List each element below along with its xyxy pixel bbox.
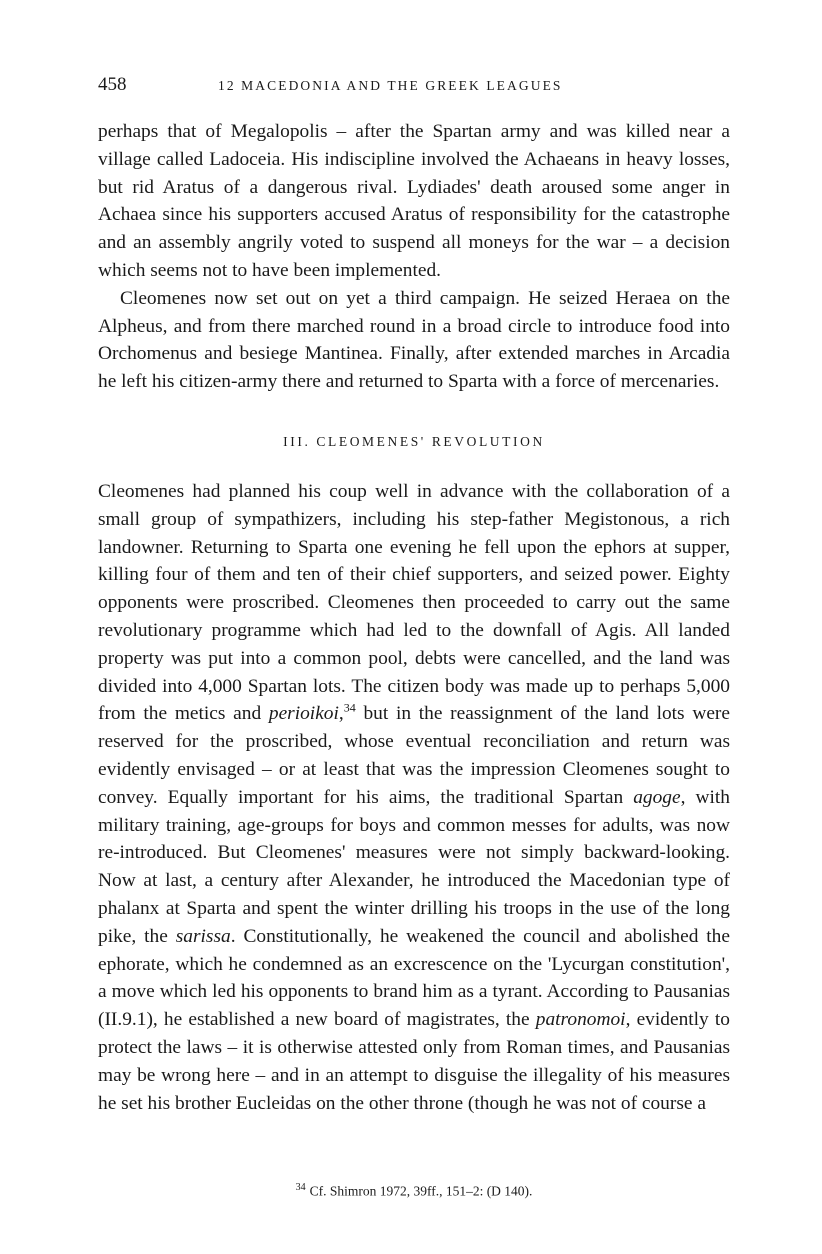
paragraph-3-part-5: , evidently to protect the laws – it is otherwise attested only from Roman times, and Pausanias may be wrong here – and in an attempt to disguise the illegality of his measures he set his brother Eucleidas on the other throne (though he was not of course a (98, 1009, 730, 1114)
paragraph-3: Cleomenes had planned his coup well in advance with the collaboration of a small group of sympathizers, including his step-father Megistonous, a rich landowner. Returning to Sparta one evening he fell upon the ephors at supper, killing four of them and ten of their chief supporters, and seized power. Eighty opponents were proscribed. Cleomenes then proceeded to carry out the same revolutionary programme which had led to the downfall of Agis. All landed property was put into a common pool, debts were cancelled, and the land was divided into 4,000 Spartan lots. The citizen body was made up to perhaps 5,000 from the metics and perioikoi,$^{34}$ but in the reassignment of the land lots were reserved for the proscribed, whose eventual reconciliation and return was evidently envisaged – or at least that was the impression Cleomenes sought to convey. Equally important for his aims, the traditional Spartan agoge, with military training, age-groups for boys and common messes for adults, was now re-introduced. But Cleomenes' measures were not simply backward-looking. Now at last, a century after Alexander, he introduced the Macedonian type of phalanx at Sparta and spent the winter drilling his troops in the use of the long pike, the sarissa. Constitutionally, he weakened the council and abolished the ephorate, which he condemned as an excrescence on the 'Lycurgan constitution', a move which led his opponents to brand him as a tyrant. According to Pausanias (II.9.1), he established a new board of magistrates, the patronomoi, evidently to protect the laws – it is otherwise attested only from Roman times, and Pausanias may be wrong here – and in an attempt to disguise the illegality of his measures he set his brother Eucleidas on the other throne (though he was not of course a (98, 480, 730, 1114)
paragraph-1: perhaps that of Megalopolis – after the Spartan army and was killed near a village called Ladoceia. His indiscipline involved the Achaeans in heavy losses, but rid Aratus of a dangerous rival. Lydiades' death aroused some anger in Achaea since his supporters accused Aratus of responsibility for the catastrophe and an assembly angrily voted to suspend all moneys for the war – a decision which seems not to have been implemented. (98, 121, 730, 281)
running-title: 12 MACEDONIA AND THE GREEK LEAGUES (218, 78, 563, 93)
paragraph-3-part-3: , with military training, age-groups for boys and common messes for adults, was now re-introduced. But Cleomenes' measures were not simply backward-looking. Now at last, a century after Alexander, he introduced the Macedonian type of phalanx at Sparta and spent the winter drilling his troops in the use of the long pike, the (98, 786, 730, 947)
footnote-text: Cf. Shimron 1972, 39ff., 151–2: (D 140). (309, 1183, 533, 1199)
footnote-reference: 34 (343, 700, 356, 715)
footnote (98, 1182, 730, 1200)
term-patronomoi: patronomoi (535, 1009, 626, 1031)
footnote-marker: 34 (295, 1182, 306, 1193)
running-head (98, 74, 730, 104)
page-number: 458 (98, 74, 127, 95)
paragraph-3-part-4: . Constitutionally, he weakened the council and abolished the ephorate, which he condemned as an excrescence on the 'Lycurgan constitution', a move which led his opponents to brand him as a tyrant. According to Pausanias (II.9.1), he established a new board of magistrates, the (98, 925, 730, 1031)
term-sarissa: sarissa (175, 925, 231, 947)
term-agoge: agoge (633, 786, 681, 808)
paragraph-3-part-2: but in the reassignment of the land lots were reserved for the proscribed, whose eventual reconciliation and return was evidently envisaged – or at least that was the impression Cleomenes sought to convey. Equally important for his aims, the traditional Spartan (98, 703, 730, 808)
section-heading: III. CLEOMENES' REVOLUTION (283, 433, 545, 449)
term-perioikoi: perioikoi (268, 703, 339, 725)
page (98, 74, 730, 1199)
body-text (98, 118, 730, 1117)
paragraph-2: Cleomenes now set out on yet a third campaign. He seized Heraea on the Alpheus, and from there marched round in a broad circle to introduce food into Orchomenus and besiege Mantinea. Finally, after extended marches in Arcadia he left his citizen-army there and returned to Sparta with a force of mercenaries. (98, 287, 730, 393)
paragraph-3-part-1: Cleomenes had planned his coup well in advance with the collaboration of a small group of sympathizers, including his step-father Megistonous, a rich landowner. Returning to Sparta one evening he fell upon the ephors at supper, killing four of them and ten of their chief supporters, and seized power. Eighty opponents were proscribed. Cleomenes then proceeded to carry out the same revolutionary programme which had led to the downfall of Agis. All landed property was put into a common pool, debts were cancelled, and the land was divided into 4,000 Spartan lots. The citizen body was made up to perhaps 5,000 from the metics and (98, 480, 730, 725)
